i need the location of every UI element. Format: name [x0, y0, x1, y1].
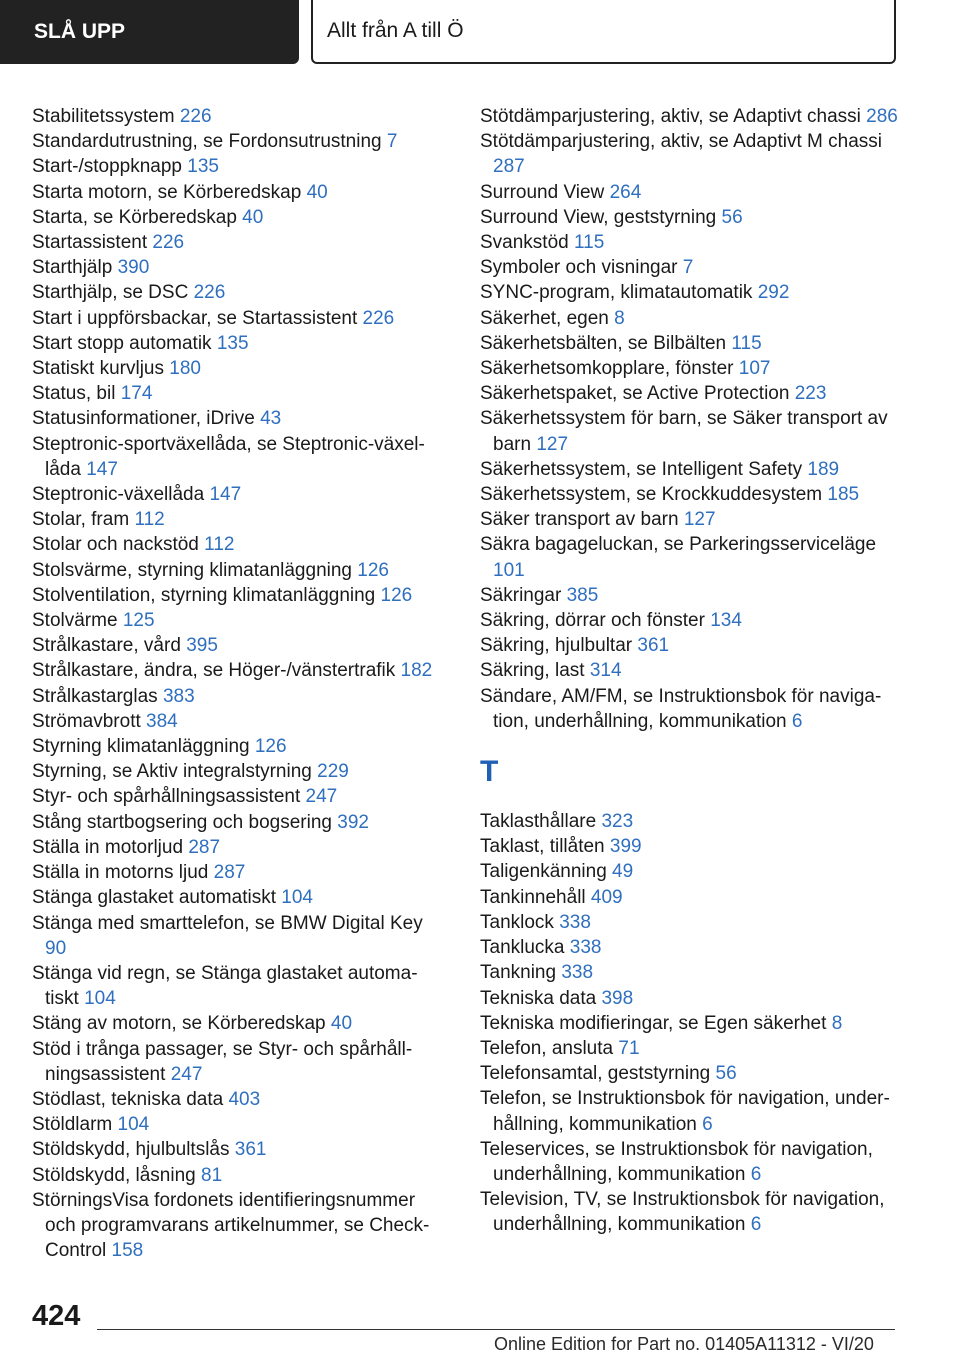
index-entry	[32, 406, 437, 431]
index-entry	[480, 1086, 900, 1136]
index-entry-text: Tekniska modifieringar, se Egen säkerhet	[480, 1012, 827, 1034]
index-entry-text: Television, TV, se Instruktionsbok för navigation, underhållning, kommunikation	[480, 1189, 885, 1236]
index-entry	[32, 104, 437, 129]
index-entry-text: Styr- och spårhållningsassistent	[32, 786, 301, 808]
index-entry	[480, 1036, 900, 1061]
page-reference-link[interactable]: 71	[618, 1037, 640, 1059]
index-entry	[32, 885, 437, 910]
page-reference-link[interactable]: 287	[493, 156, 525, 178]
index-entry	[32, 1188, 437, 1264]
index-entry-text: Telefon, se Instruktionsbok för navigation, underhållning, kommunikation	[480, 1088, 890, 1135]
page-reference-link[interactable]: 229	[317, 761, 349, 783]
page-reference-link[interactable]: 126	[357, 559, 389, 581]
index-entry-text: Start i uppförsbackar, se Startassistent	[32, 307, 358, 329]
index-entry-text: Stänga glastaket automatiskt	[32, 887, 276, 909]
index-entry-text: Standardutrustning, se Fordonsutrustning	[32, 131, 382, 153]
tab-allt-fran-a-till-o-label: Allt från A till Ö	[327, 19, 464, 42]
page-reference-link[interactable]: 390	[117, 257, 150, 279]
index-entry-text: Säkerhetssystem, se Krockkuddesystem	[480, 484, 823, 506]
index-entry	[32, 961, 437, 1011]
page-reference-link[interactable]: 158	[111, 1240, 144, 1262]
index-entry-text: Taklast, tillåten	[480, 836, 605, 858]
page-reference-link[interactable]: 323	[601, 811, 634, 833]
index-entry	[480, 809, 900, 834]
index-entry	[32, 205, 437, 230]
index-entry-text: Stolsvärme, styrning klimatanläggning	[32, 559, 352, 581]
page-reference-link[interactable]: 226	[362, 307, 395, 329]
page-reference-link[interactable]: 107	[738, 358, 771, 380]
page-reference-link[interactable]: 383	[162, 685, 195, 707]
index-entry	[32, 331, 437, 356]
index-entry-text: Säkra bagageluckan, se Parkeringsserviceläge	[480, 534, 877, 556]
page-reference-link[interactable]: 189	[807, 458, 840, 480]
index-entry	[480, 885, 900, 910]
index-entry	[480, 280, 900, 305]
index-entry	[32, 507, 437, 532]
page-reference-link[interactable]: 403	[228, 1088, 261, 1110]
index-entry-text: Surround View, geststyrning	[480, 206, 717, 228]
index-entry-text: StörningsVisa fordonets identifieringsnummer och programvarans artikelnummer, se Check-Control	[32, 1189, 430, 1262]
index-entry	[32, 583, 437, 608]
index-entry-text: Säkerhetssystem, se Intelligent Safety	[480, 458, 803, 480]
index-entry	[32, 230, 437, 255]
index-entry	[32, 1137, 437, 1162]
page-reference-link[interactable]: 90	[45, 937, 67, 959]
tab-sla-upp-label: SLÅ UPP	[34, 20, 126, 43]
page-reference-link[interactable]: 8	[614, 307, 625, 329]
index-entry	[32, 129, 437, 154]
index-entry	[480, 633, 900, 658]
footer-edition-text: Online Edition for Part no. 01405A11312 - VI/20	[494, 1334, 874, 1354]
index-entry-text: Tankning	[480, 962, 557, 984]
page-reference-link[interactable]: 185	[827, 484, 860, 506]
index-entry	[32, 558, 437, 583]
index-entry-text: Taklasthållare	[480, 811, 597, 833]
index-entry	[32, 482, 437, 507]
page-reference-link[interactable]: 180	[169, 358, 201, 380]
index-entry	[32, 810, 437, 835]
index-entry-text: Säkring, hjulbultar	[480, 635, 633, 657]
index-entry-text: Säkerhetsbälten, se Bilbälten	[480, 332, 727, 354]
page-reference-link[interactable]: 398	[601, 987, 634, 1009]
index-entry-text: Starthjälp	[32, 257, 113, 279]
index-entry	[480, 583, 900, 608]
page-reference-link[interactable]: 135	[216, 332, 249, 354]
index-entry	[32, 180, 437, 205]
index-entry	[480, 910, 900, 935]
index-entry	[32, 633, 437, 658]
page-reference-link[interactable]: 104	[84, 988, 116, 1010]
page-reference-link[interactable]: 392	[337, 811, 369, 833]
page-reference-link[interactable]: 247	[305, 786, 338, 808]
index-entry	[32, 1112, 437, 1137]
page-reference-link[interactable]: 147	[86, 458, 118, 480]
page-reference-link[interactable]: 287	[213, 862, 246, 884]
index-entry-text: Sändare, AM/FM, se Instruktionsbok för navigation, underhållning, kommunikation	[480, 685, 882, 732]
index-entry	[480, 457, 900, 482]
index-entry	[480, 104, 900, 129]
index-entry-text: Stötdämparjustering, aktiv, se Adaptivt M chassi	[480, 131, 882, 153]
page-reference-link[interactable]: 247	[170, 1063, 203, 1085]
index-entry	[32, 1163, 437, 1188]
index-entry	[480, 205, 900, 230]
page-reference-link[interactable]: 49	[612, 861, 634, 883]
page-reference-link[interactable]: 174	[120, 383, 153, 405]
footer-divider	[97, 1329, 895, 1330]
page-reference-link[interactable]: 8	[831, 1012, 843, 1034]
index-entry	[32, 709, 437, 734]
index-entry	[32, 734, 437, 759]
index-entry-text: Telefonsamtal, geststyrning	[480, 1063, 711, 1085]
index-entry	[32, 356, 437, 381]
page-reference-link[interactable]: 264	[609, 181, 642, 203]
index-entry-text: Styrning klimatanläggning	[32, 736, 250, 758]
index-entry-text: Teleservices, se Instruktionsbok för navigation, underhållning, kommunikation	[480, 1138, 873, 1185]
index-entry-text: Säker transport av barn	[480, 509, 679, 531]
page-reference-link[interactable]: 40	[242, 206, 264, 228]
index-entry	[480, 381, 900, 406]
page-reference-link[interactable]: 338	[561, 962, 594, 984]
page-reference-link[interactable]: 125	[122, 610, 155, 632]
index-entry-text: Symboler och visningar	[480, 257, 678, 279]
index-entry	[32, 658, 437, 683]
index-entry-text: Stänga vid regn, se Stänga glastaket automatiskt	[32, 962, 418, 1010]
index-entry	[480, 306, 900, 331]
index-entry	[32, 608, 437, 633]
index-entry	[480, 129, 900, 179]
page-reference-link[interactable]: 7	[386, 131, 398, 153]
index-entry-text: Tankinnehåll	[480, 886, 586, 908]
index-entry	[480, 406, 900, 456]
page-reference-link[interactable]: 126	[380, 584, 413, 606]
index-entry	[480, 230, 900, 255]
index-entry-text: Stäng av motorn, se Körberedskap	[32, 1013, 326, 1035]
index-entry-text: Strålkastarglas	[32, 685, 158, 707]
page-number: 424	[32, 1300, 81, 1332]
index-entry	[480, 1137, 900, 1187]
page-reference-link[interactable]: 40	[330, 1013, 353, 1035]
index-entry-text: Steptronic-växellåda	[32, 484, 205, 506]
page-reference-link[interactable]: 338	[559, 911, 591, 933]
index-entry-text: Ställa in motorljud	[32, 836, 184, 858]
index-entry-text: Statusinformationer, iDrive	[32, 408, 255, 430]
index-entry	[480, 859, 900, 884]
index-entry-text: Steptronic-sportväxellåda, se Steptronic-växellåda	[32, 433, 425, 480]
page-reference-link[interactable]: 127	[536, 433, 569, 455]
index-entry-text: Start stopp automatik	[32, 332, 212, 354]
index-entry	[480, 1011, 900, 1036]
page-reference-link[interactable]: 134	[710, 610, 742, 632]
index-list-t	[480, 809, 900, 1237]
index-entry	[32, 280, 437, 305]
page-reference-link[interactable]: 409	[590, 886, 623, 908]
index-entry-text: Säkerhet, egen	[480, 307, 609, 329]
page-reference-link[interactable]: 104	[117, 1114, 150, 1136]
index-entry	[32, 911, 437, 961]
page-reference-link[interactable]: 361	[637, 635, 670, 657]
index-column-right	[480, 104, 900, 1238]
index-entry-text: Stöd i trånga passager, se Styr- och spårhållningsassistent	[32, 1038, 413, 1085]
index-entry-text: Säkerhetssystem för barn, se Säker transport av barn	[480, 408, 888, 455]
page-reference-link[interactable]: 182	[400, 660, 433, 682]
index-entry-text: Surround View	[480, 181, 605, 203]
index-entry	[32, 860, 437, 885]
index-entry-text: Stöldskydd, hjulbultslås	[32, 1139, 230, 1161]
tab-sla-upp[interactable]	[0, 0, 299, 64]
index-entry-text: Säkring, last	[480, 660, 585, 682]
page-reference-link[interactable]: 127	[683, 509, 716, 531]
index-entry-text: Starta, se Körberedskap	[32, 206, 237, 228]
index-entry	[480, 608, 900, 633]
index-entry-text: Tekniska data	[480, 987, 597, 1009]
page-reference-link[interactable]: 361	[234, 1139, 267, 1161]
page-reference-link[interactable]: 286	[866, 106, 898, 127]
index-entry	[480, 356, 900, 381]
page-reference-link[interactable]: 112	[134, 509, 165, 531]
index-entry-text: Säkring, dörrar och fönster	[480, 610, 705, 632]
page-reference-link[interactable]: 384	[146, 710, 178, 732]
page-reference-link[interactable]: 223	[794, 383, 827, 405]
index-entry-text: Startassistent	[32, 232, 148, 254]
index-entry	[480, 684, 900, 734]
index-entry-text: Strömavbrott	[32, 710, 141, 732]
index-entry-text: Säkringar	[480, 584, 562, 606]
index-entry	[32, 532, 437, 557]
index-entry	[480, 960, 900, 985]
index-entry-text: Strålkastare, vård	[32, 635, 181, 657]
index-entry	[32, 684, 437, 709]
index-entry	[480, 482, 900, 507]
index-entry-text: Säkerhetsomkopplare, fönster	[480, 358, 734, 380]
index-entry-text: Ställa in motorns ljud	[32, 862, 209, 884]
page-reference-link[interactable]: 6	[750, 1214, 762, 1236]
index-entry	[480, 255, 900, 280]
index-entry-text: Statiskt kurvljus	[32, 358, 164, 380]
page-reference-link[interactable]: 40	[306, 181, 328, 203]
page-reference-link[interactable]: 56	[721, 206, 743, 228]
index-entry-text: Status, bil	[32, 383, 116, 405]
index-entry-text: Stolvärme	[32, 610, 118, 632]
page-reference-link[interactable]: 292	[757, 282, 790, 304]
page-reference-link[interactable]: 338	[569, 937, 602, 959]
index-entry	[32, 306, 437, 331]
index-entry	[32, 1087, 437, 1112]
index-entry	[32, 1037, 437, 1087]
page-reference-link[interactable]: 395	[186, 635, 218, 657]
index-entry-text: Starthjälp, se DSC	[32, 282, 189, 304]
index-entry-text: Stång startbogsering och bogsering	[32, 811, 332, 833]
page-reference-link[interactable]: 43	[260, 408, 282, 430]
index-column-left	[32, 104, 437, 1263]
index-entry	[480, 834, 900, 859]
page-reference-link[interactable]: 226	[179, 106, 212, 127]
index-entry-text: Stödlast, tekniska data	[32, 1088, 224, 1110]
page-reference-link[interactable]: 6	[702, 1113, 713, 1135]
page-reference-link[interactable]: 226	[193, 282, 226, 304]
index-entry	[480, 331, 900, 356]
index-entry	[480, 986, 900, 1011]
page-reference-link[interactable]: 287	[188, 836, 221, 858]
page-reference-link[interactable]: 385	[566, 584, 599, 606]
page-reference-link[interactable]: 112	[204, 534, 235, 556]
page-reference-link[interactable]: 226	[152, 232, 185, 254]
page-reference-link[interactable]: 126	[254, 736, 287, 758]
index-entry-text: Stötdämparjustering, aktiv, se Adaptivt chassi	[480, 106, 861, 127]
page-reference-link[interactable]: 6	[791, 710, 803, 732]
page-reference-link[interactable]: 56	[715, 1063, 737, 1085]
index-entry	[480, 1061, 900, 1086]
index-entry	[32, 759, 437, 784]
index-entry-text: Stolventilation, styrning klimatanläggning	[32, 584, 376, 606]
index-entry-text: SYNC-program, klimatautomatik	[480, 282, 753, 304]
index-entry-text: Stöldskydd, låsning	[32, 1164, 196, 1186]
index-entry-text: Stänga med smarttelefon, se BMW Digital Key	[32, 912, 423, 934]
page-reference-link[interactable]: 104	[281, 887, 313, 909]
index-entry	[32, 154, 437, 179]
page-reference-link[interactable]: 7	[682, 257, 694, 279]
page-reference-link[interactable]: 81	[201, 1164, 223, 1186]
index-entry-text: Starta motorn, se Körberedskap	[32, 181, 302, 203]
index-entry-text: Taligenkänning	[480, 861, 607, 883]
index-entry-text: Stolar, fram	[32, 509, 130, 531]
index-entry	[32, 432, 437, 482]
index-list-s-continued	[480, 104, 900, 734]
index-entry-text: Säkerhetspaket, se Active Protection	[480, 383, 790, 405]
index-entry	[32, 255, 437, 280]
page-reference-link[interactable]: 115	[574, 232, 605, 254]
page-reference-link[interactable]: 135	[187, 156, 219, 178]
index-entry	[32, 1011, 437, 1036]
page-reference-link[interactable]: 399	[609, 836, 642, 858]
index-entry-text: Svankstöd	[480, 232, 569, 254]
page-reference-link[interactable]: 147	[209, 484, 242, 506]
tab-allt-fran-a-till-o[interactable]	[311, 0, 896, 64]
index-entry	[32, 835, 437, 860]
index-entry-text: Stabilitetssystem	[32, 106, 175, 127]
index-entry-text: Telefon, ansluta	[480, 1037, 614, 1059]
index-entry	[32, 784, 437, 809]
index-entry	[32, 381, 437, 406]
index-entry-text: Strålkastare, ändra, se Höger-/vänstertrafik	[32, 660, 396, 682]
page-reference-link[interactable]: 101	[493, 559, 525, 581]
index-entry-text: Tanklock	[480, 911, 554, 933]
index-entry-text: Styrning, se Aktiv integralstyrning	[32, 761, 312, 783]
index-entry	[480, 658, 900, 683]
page-reference-link[interactable]: 314	[589, 660, 622, 682]
section-letter-t: T	[480, 755, 499, 789]
index-entry	[480, 532, 900, 582]
index-entry	[480, 507, 900, 532]
index-entry-text: Stöldlarm	[32, 1114, 113, 1136]
page-reference-link[interactable]: 115	[731, 332, 762, 354]
index-entry-text: Tanklucka	[480, 937, 565, 959]
index-entry	[480, 1187, 900, 1237]
index-entry-text: Start-/stoppknapp	[32, 156, 182, 178]
index-entry	[480, 180, 900, 205]
index-entry	[480, 935, 900, 960]
page-reference-link[interactable]: 6	[750, 1163, 762, 1185]
index-entry-text: Stolar och nackstöd	[32, 534, 199, 556]
